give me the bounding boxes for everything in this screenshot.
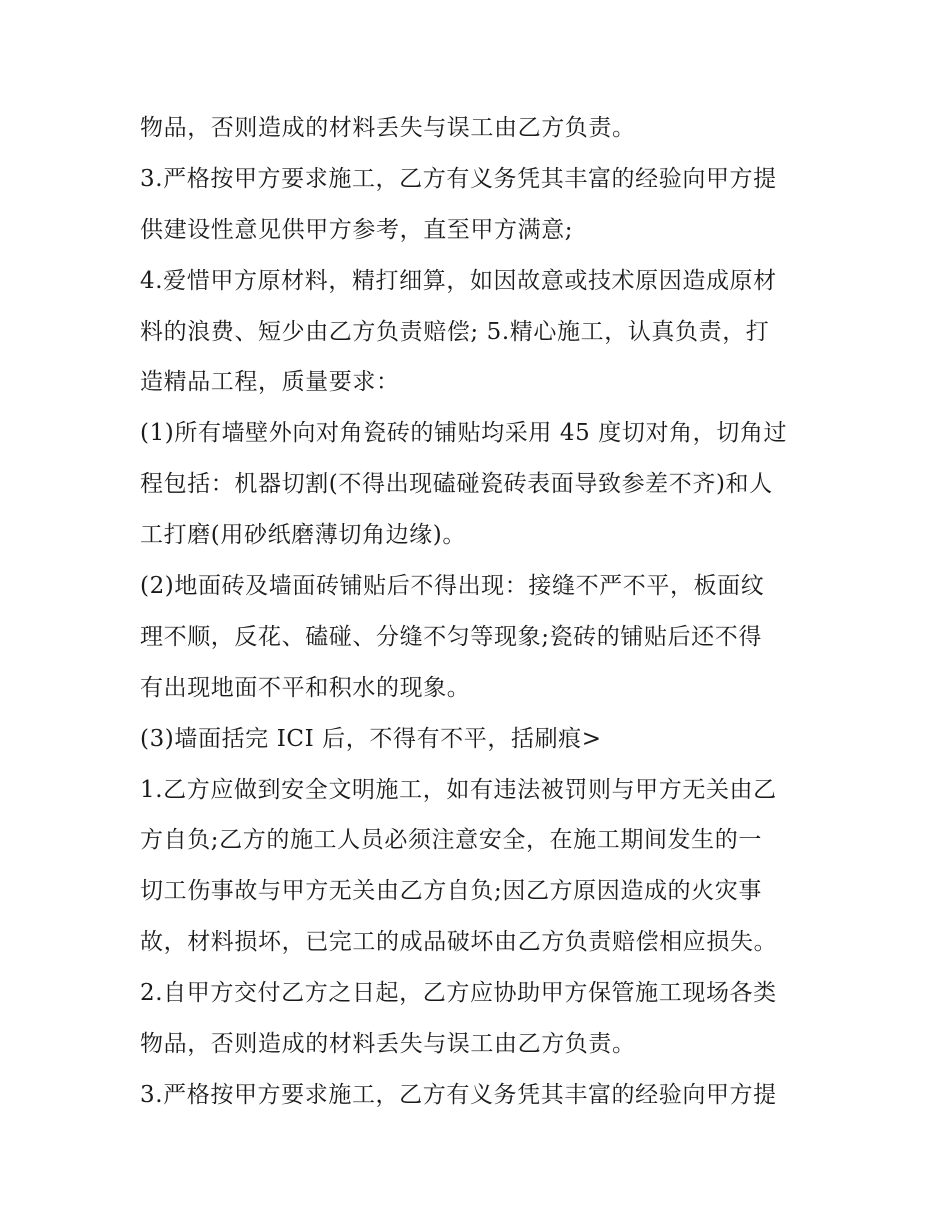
text-line: 2.自甲方交付乙方之日起，乙方应协助甲方保管施工现场各类 — [140, 980, 777, 1007]
text-line: 程包括：机器切割(不得出现磕碰瓷砖表面导致参差不齐)和人 — [140, 471, 773, 498]
text-line: 3.严格按甲方要求施工，乙方有义务凭其丰富的经验向甲方提 — [140, 1081, 777, 1108]
text-line: 有出现地面不平和积水的现象。 — [140, 674, 471, 701]
text-line: 物品，否则造成的材料丢失与误工由乙方负责。 — [140, 115, 636, 141]
text-line: (3)墙面括完 ICI 后，不得有不平，括刷痕> — [140, 725, 602, 752]
text-line: 造精品工程，质量要求： — [140, 369, 400, 396]
text-line: 故，材料损坏，已完工的成品破坏由乙方负责赔偿相应损失。 — [140, 929, 778, 956]
text-line: 1.乙方应做到安全文明施工，如有违法被罚则与甲方无关由乙 — [140, 776, 777, 803]
text-line: 供建设性意见供甲方参考，直至甲方满意; — [140, 216, 574, 243]
text-line: 4.爱惜甲方原材料，精打细算，如因故意或技术原因造成原材 — [140, 267, 777, 294]
text-line: (2)地面砖及墙面砖铺贴后不得出现：接缝不严不平，板面纹 — [140, 573, 765, 600]
text-line: (1)所有墙壁外向对角瓷砖的铺贴均采用 45 度切对角，切角过 — [140, 420, 788, 447]
document-body — [140, 103, 820, 1121]
text-line: 3.严格按甲方要求施工，乙方有义务凭其丰富的经验向甲方提 — [140, 165, 777, 192]
text-line: 物品，否则造成的材料丢失与误工由乙方负责。 — [140, 1031, 636, 1058]
text-line: 工打磨(用砂纸磨薄切角边缘)。 — [140, 522, 466, 549]
text-line: 切工伤事故与甲方无关由乙方自负;因乙方原因造成的火灾事 — [140, 878, 762, 905]
text-line: 料的浪费、短少由乙方负责赔偿; 5.精心施工，认真负责，打 — [140, 318, 770, 345]
text-line: 方自负;乙方的施工人员必须注意安全，在施工期间发生的一 — [140, 827, 762, 854]
text-line: 理不顺，反花、磕碰、分缝不匀等现象;瓷砖的铺贴后还不得 — [140, 623, 762, 650]
